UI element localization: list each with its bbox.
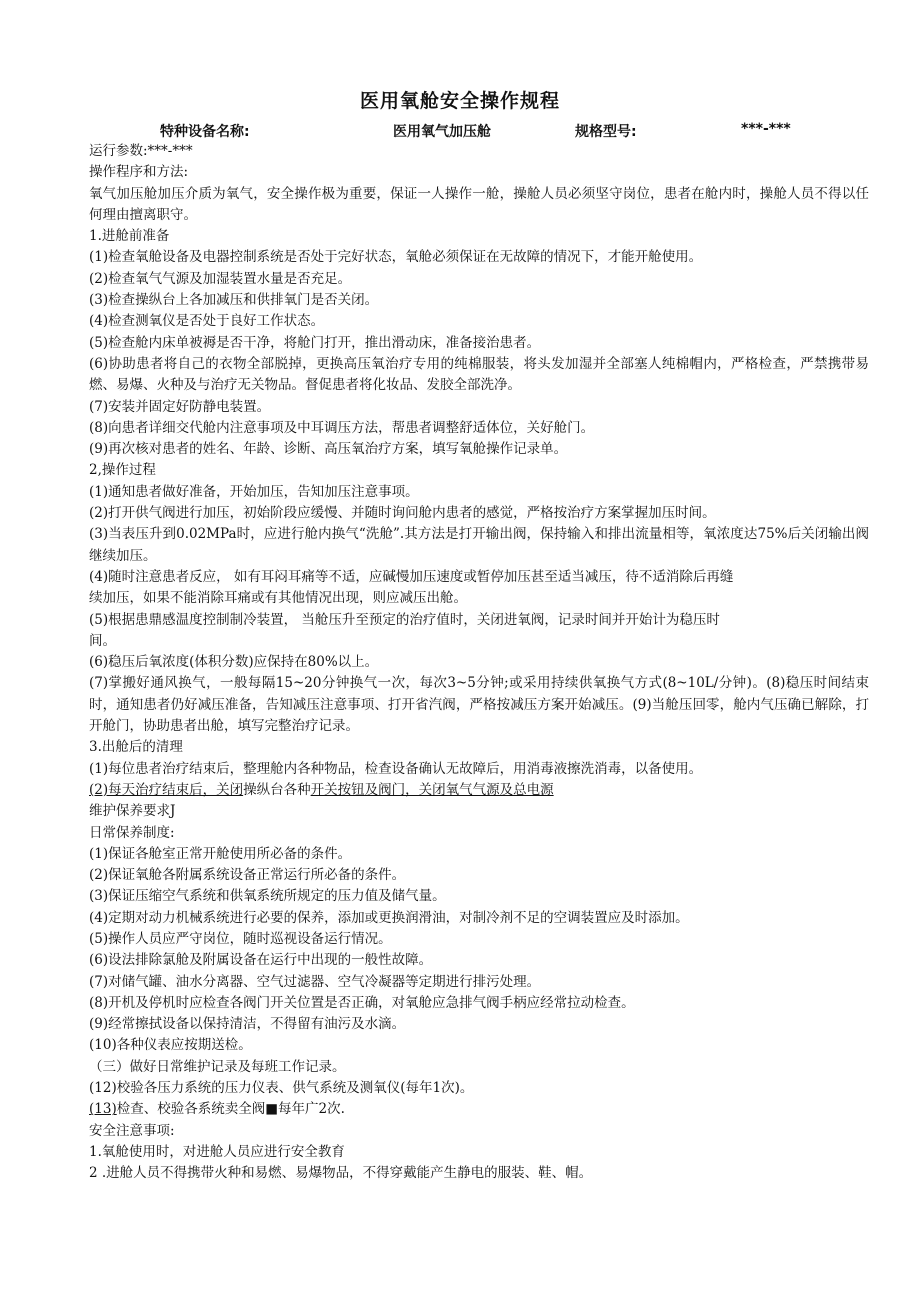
list-item: (2)检查氧气气源及加湿装置水量是否充足。 [89,270,352,287]
list-item: (9)经常擦拭设备以保持清洁，不得留有油污及水滴。 [89,1016,406,1033]
paragraph: 氧气加压舱加压介质为氧气，安全操作极为重要，保证一人操作一舱，操舱人员必须坚守岗位，患者在舱内时，操舱人员不得以任何理由擅离职守。 [89,185,869,223]
model-value: ***-*** [741,121,791,137]
list-item: (7)掌搬好通风换气，一般每隔15~20分钟换气一次，每次3~5分钟;或采用持续供氧换气方式(8~10L/分钟)。(8)稳压时间结束时，通知患者仍好减压准备，告知减压注意事项、打开省汽阀，严格按减压方案开始减压。(9)当舱压回零，舱内气压确已解除，打开舱门，协助患者出舱，填写完整治疗记录。 [89,675,869,735]
list-item: （三）做好日常维护记录及每班工作记录。 [89,1058,346,1075]
plain-text: 检查、校验各系统卖全阀■每年广2次. [116,1101,345,1118]
underlined-text: (2)每天治疗结束后，关闭 [89,781,244,798]
list-item: (12)校验各压力系统的压力仪表、供气系统及测氧仪(每年1次)。 [89,1080,474,1097]
list-item: (3)保证压缩空气系统和供氧系统所规定的压力值及储气量。 [89,888,446,905]
document-title: 医用氧舱安全操作规程 [359,90,560,112]
device-name-label: 特种设备名称: [160,124,250,140]
list-item: (4)检查测氧仪是否处于良好工作状态。 [89,313,325,330]
underlined-text: (13) [89,1101,117,1118]
list-item: (5)根据患鼎感温度控制制冷装置， 当舱压升至预定的治疗值时，关闭进氧阀，记录时间并开始计为稳压时 [89,611,720,628]
list-item: (8)向患者详细交代舱内注意事项及中耳调压方法，帮患者调整舒适体位，关好舱门。 [89,419,595,436]
list-item [89,780,869,801]
list-item-continued: 续加压，如果不能消除耳痛或有其他情况出现，则应减压出舱。 [89,590,467,607]
section-heading: 安全注意事项: [89,1122,175,1139]
list-item: 1.氧舱使用时，对进舱人员应进行安全教育 [89,1143,345,1160]
list-item: (4)定期对动力机械系统进行必要的保养，添加或更换润滑油，对制冷剂不足的空调装置应及时添加。 [89,909,689,926]
document-body [89,141,869,1185]
plain-text: 操纵台各种 [243,781,311,798]
list-item: (6)设法排除氯舱及附属设备在运行中出现的一般性故障。 [89,952,433,969]
list-item: (5)检查舱内床单被褥是否干净，将舱门打开，推出滑动床，准备接治患者。 [89,334,541,351]
underlined-text: 开关按钮及阀门，关闭氧气气源及总电源 [310,781,554,798]
section-heading: 维护保养要求J [89,803,176,820]
list-item: (7)对储气罐、油水分离器、空气过滤器、空气冷凝器等定期进行排污处理。 [89,973,541,990]
device-name-value: 医用氧气加压舱 [393,124,491,140]
section-heading: 操作程序和方法: [89,164,189,181]
list-item: (1)通知患者做好准备，开始加压，告知加压注意事项。 [89,483,419,500]
section-heading: 1.进舱前准备 [89,228,170,245]
list-item: 2 .进舱人员不得携带火种和易燃、易爆物品，不得穿戴能产生静电的服装、鞋、帽。 [89,1165,593,1182]
list-item [89,1099,869,1120]
list-item: (10)各种仪表应按期送检。 [89,1037,252,1054]
list-item: (8)开机及停机时应检查各阀门开关位置是否正确，对氧舱应急排气阀手柄应经常拉动检查。 [89,994,635,1011]
list-item: (1)每位患者治疗结束后，整理舱内各种物品，检查设备确认无故障后，用消毒液擦洗消毒，以备使用。 [89,760,703,777]
list-item: (3)检查操纵台上各加减压和供排氧门是否关闭。 [89,292,379,309]
list-item: (9)再次核对患者的姓名、年龄、诊断、高压氧治疗方案，填写氧舱操作记录单。 [89,441,568,458]
list-item: (1)检查氧舱设备及电器控制系统是否处于完好状态，氧舱必须保证在无故障的情况下，才能开舱使用。 [89,249,703,266]
list-item-continued: 间。 [89,632,116,649]
list-item: (2)保证氧舱各附属系统设备正常运行所必备的条件。 [89,867,406,884]
list-item: (3)当表压升到0.02MPa时，应进行舱内换气“洗舱”.其方法是打开输出阀，保持输入和排出流量相等，氧浓度达75%后关闭输出阀继续加压。 [89,526,869,564]
operating-params: 运行参数:***-*** [89,143,193,159]
list-item: (6)稳压后氧浓度(体积分数)应保持在80%以上。 [89,654,379,671]
list-item: (6)协助患者将自己的衣物全部脱掉，更换高压氧治疗专用的纯棉服装，将头发加湿并全部塞人纯棉帽内，严格检查，严禁携带易燃、易爆、火种及与治疗无关物品。督促患者将化妆品、发胶全部洗净。 [89,355,869,394]
section-heading: 日常保养制度: [89,824,175,841]
list-item: (2)打开供气阀进行加压，初始阶段应缓慢、并随时询问舱内患者的感觉，严格按治疗方案掌握加压时间。 [89,505,716,522]
list-item: (4)随时注意患者反应， 如有耳闷耳痛等不适，应碱慢加压速度或暂停加压甚至适当减压，待不适消除后再缝 [89,568,734,585]
list-item: (1)保证各舱室正常开舱使用所必备的条件。 [89,845,352,862]
section-heading: 2,操作过程 [89,462,156,479]
section-heading: 3.出舱后的清理 [89,739,183,756]
list-item: (5)操作人员应严守岗位，随时巡视设备运行情况。 [89,930,392,947]
model-label: 规格型号: [575,124,637,140]
list-item: (7)安装并固定好防静电装置。 [89,398,271,415]
